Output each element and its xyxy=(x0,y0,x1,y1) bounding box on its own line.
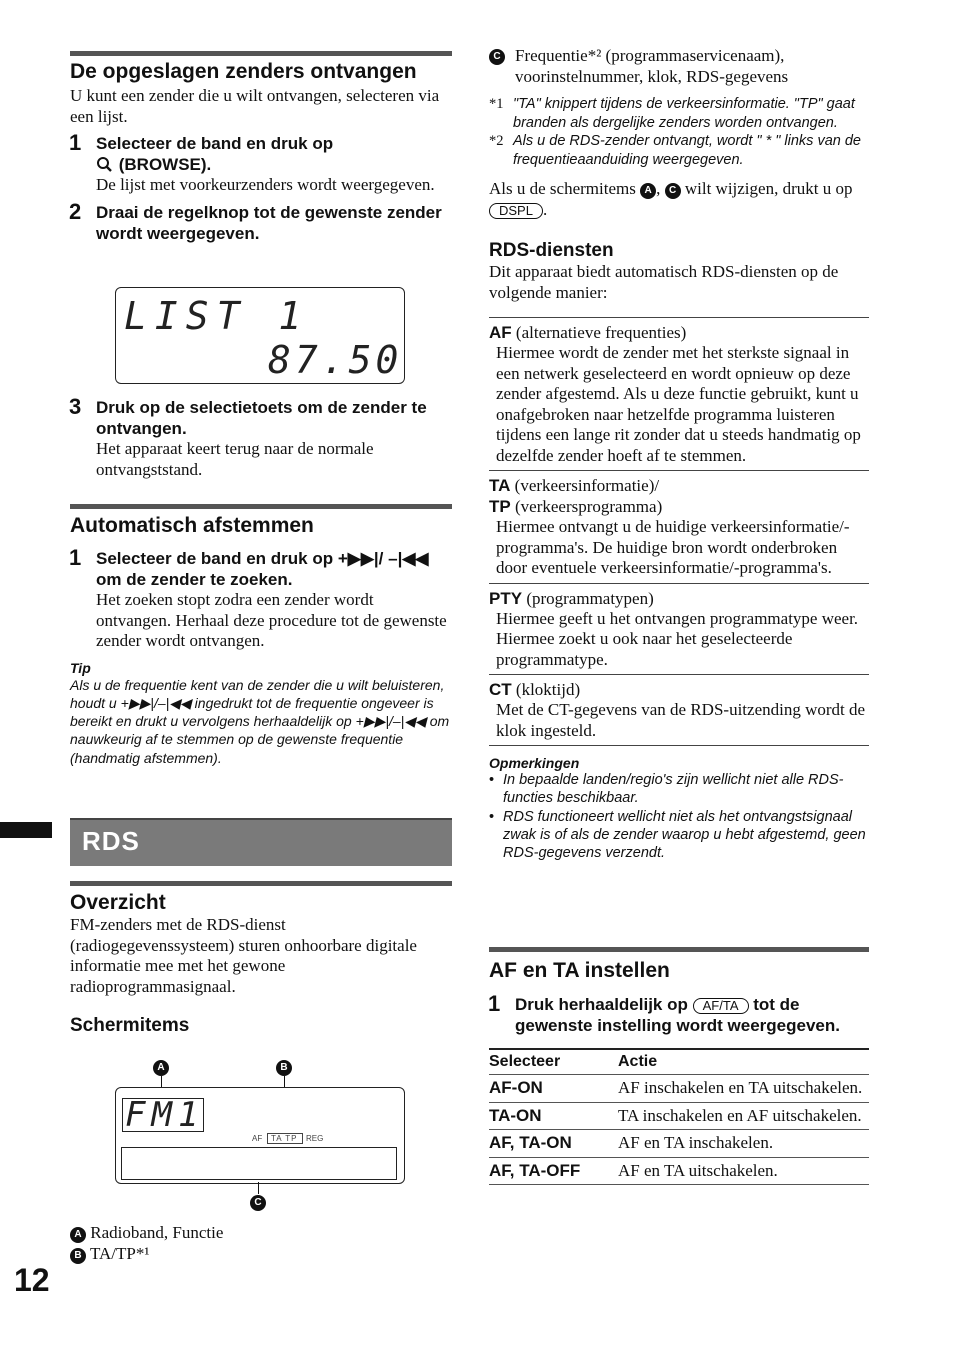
lcd-frequency: 87.50 xyxy=(268,338,403,382)
legend-marker-b: B xyxy=(70,1248,86,1264)
lcd-info-box xyxy=(121,1147,397,1180)
column-header-action: Actie xyxy=(618,1049,869,1075)
setting-action: AF en TA inschakelen. xyxy=(618,1130,869,1158)
service-code: TA xyxy=(489,476,511,495)
section-title-auto: Automatisch afstemmen xyxy=(70,514,314,537)
step-number: 3 xyxy=(69,394,82,419)
service-code: TP xyxy=(489,497,511,516)
note-2: • RDS functioneert wellicht niet als het ontvangstsignaal zwak is of als de zender waarop u hebt afgestemd, geen RDS-gegevens verzendt. xyxy=(489,808,866,862)
indicator-af: AF xyxy=(252,1134,263,1143)
legend-a: Radioband, Functie xyxy=(90,1223,224,1242)
legend-marker-c: C xyxy=(489,49,505,65)
service-item xyxy=(489,317,869,470)
indicator-reg: REG xyxy=(306,1134,324,1143)
step-body: De lijst met voorkeurzenders wordt weergegeven. xyxy=(96,175,435,194)
legend-marker-a: A xyxy=(70,1227,86,1243)
indicator-ta: TA xyxy=(271,1134,283,1143)
table-row xyxy=(489,1157,869,1185)
setting-name: TA-ON xyxy=(489,1102,618,1130)
service-code: AF xyxy=(489,323,512,342)
indicator-tp: TP xyxy=(285,1134,298,1143)
section-title-overview: Overzicht xyxy=(70,891,166,914)
step-number: 1 xyxy=(488,991,501,1016)
table-row xyxy=(489,1075,869,1103)
table-row xyxy=(489,1130,869,1158)
section-title-stored: De opgeslagen zenders ontvangen xyxy=(70,60,417,83)
service-item xyxy=(489,674,869,745)
dspl-key: DSPL xyxy=(489,203,543,219)
service-name: (kloktijd) xyxy=(515,680,581,699)
lcd-display-rds xyxy=(115,1087,405,1184)
notes-title: Opmerkingen xyxy=(489,755,580,771)
screen-legend xyxy=(70,1223,452,1264)
rds-banner-label: RDS xyxy=(82,826,140,856)
lcd-top-text: LIST 1 xyxy=(124,294,310,338)
overview-body: FM-zenders met de RDS-dienst (radiogegevenssysteem) sturen onhoorbare digitale informatie mee met het gewone radioprogrammasignaal. xyxy=(70,915,417,996)
legend-c: Frequentie*² (programmaservicenaam), voorinstelnummer, klok, RDS-gegevens xyxy=(515,46,789,86)
change-items-text: Als u de schermitems A , C wilt wijzigen, drukt u op DSPL . xyxy=(489,179,853,219)
service-item xyxy=(489,470,869,583)
search-icon xyxy=(96,157,114,172)
service-description: Hiermee wordt de zender met het sterkste signaal in een netwerk geselecteerd en wordt opnieuw op deze zender afgestemd. Als u deze functie gebruikt, kunt u onafgebroken naar hetzelfde programma luisteren tijdens een lange rit zonder dat u steeds handmatig op dezelfde zender hoeft af te stemmen. xyxy=(496,343,861,465)
setting-name: AF, TA-OFF xyxy=(489,1157,618,1185)
step-number: 1 xyxy=(69,545,82,570)
callout-c-line xyxy=(258,1182,259,1194)
browse-label: (BROWSE). xyxy=(118,155,212,174)
step-number: 2 xyxy=(69,198,82,224)
section-rule xyxy=(70,881,452,886)
service-name: (verkeersinformatie)/ xyxy=(514,476,660,495)
legend-b: TA/TP*¹ xyxy=(89,1243,150,1263)
table-row xyxy=(489,1102,869,1130)
af-ta-section xyxy=(489,947,869,1185)
service-description: Hiermee ontvangt u de huidige verkeersinformatie/-programma's. De huidige bron wordt onderbroken door eventuele verkeersinformatie/-programma's. xyxy=(496,517,850,577)
left-column-cont xyxy=(69,394,452,767)
setting-action: AF inschakelen en TA uitschakelen. xyxy=(618,1075,869,1103)
setting-action: TA inschakelen en AF uitschakelen. xyxy=(618,1102,869,1130)
right-column xyxy=(489,46,869,862)
rds-services-intro: Dit apparaat biedt automatisch RDS-diensten op de volgende manier: xyxy=(489,262,839,302)
setting-action: AF en TA uitschakelen. xyxy=(618,1157,869,1185)
tip-title: Tip xyxy=(70,659,91,676)
services-list xyxy=(489,317,869,746)
service-description: Hiermee geeft u het ontvangen programmatype weer. Hiermee zoekt u ook naar het geselecteerde programmatype. xyxy=(496,608,859,669)
service-description: Met de CT-gegevens van de RDS-uitzending wordt de klok ingesteld. xyxy=(496,700,866,740)
step-title: Selecteer de band en druk op +▶▶|/ –|◀◀ om de zender te zoeken. xyxy=(96,549,429,589)
tip-body: Als u de frequentie kent van de zender die u wilt beluisteren, houdt u +▶▶|/–|◀◀ ingedrukt tot de frequentie ongeveer is bereikt en drukt u vervolgens herhaaldelijk op +▶▶|/–|◀◀ om nauwkeurig af te stemmen op de gewenste frequentie (handmatig afstemmen). xyxy=(70,676,450,766)
setting-name: AF-ON xyxy=(489,1075,618,1103)
chapter-tab-marker xyxy=(0,822,52,838)
note-1: • In bepaalde landen/regio's zijn wellicht niet alle RDS-functies beschikbaar. xyxy=(489,772,844,807)
callout-c: C xyxy=(250,1195,266,1211)
page-number: 12 xyxy=(14,1262,50,1298)
footnote-1: *1 "TA" knippert tijdens de verkeersinformatie. "TP" gaat branden als dergelijke zenders worden ontvangen. xyxy=(489,96,855,131)
overview-section xyxy=(70,881,452,1037)
service-code: PTY xyxy=(489,588,523,608)
step-1-auto xyxy=(69,545,452,652)
lcd-band-text: FM1 xyxy=(125,1095,205,1135)
step-2 xyxy=(69,198,452,244)
section-intro: U kunt een zender die u wilt ontvangen, selecteren via een lijst. xyxy=(70,86,440,126)
step-3 xyxy=(69,394,452,480)
ref-a: A xyxy=(640,183,656,199)
section-rule xyxy=(70,504,452,509)
service-name: (programmatypen) xyxy=(526,588,654,608)
callout-a: A xyxy=(153,1060,169,1076)
section-rule xyxy=(70,51,452,56)
footnote-2: *2 Als u de RDS-zender ontvangt, wordt " * " links van de frequentieaanduiding weergegeven. xyxy=(489,133,861,168)
step-number: 1 xyxy=(69,130,82,155)
service-item xyxy=(489,583,869,675)
service-name: (verkeersprogramma) xyxy=(514,497,663,516)
lcd-display-list xyxy=(115,287,405,384)
settings-table xyxy=(489,1048,869,1185)
step-title: Druk op de selectietoets om de zender te ontvangen. xyxy=(96,398,427,438)
rds-banner xyxy=(70,818,452,866)
step-body: Het zoeken stopt zodra een zender wordt ontvangen. Herhaal deze procedure tot de gewenste zender wordt ontvangen. xyxy=(96,590,447,650)
service-code: CT xyxy=(489,680,512,699)
step-body: Het apparaat keert terug naar de normale ontvangststand. xyxy=(96,439,374,479)
service-name: (alternatieve frequenties) xyxy=(515,323,687,342)
af-ta-key: AF/TA xyxy=(693,998,749,1014)
step-title: Selecteer de band en druk op xyxy=(96,134,334,153)
af-ta-title: AF en TA instellen xyxy=(489,959,670,982)
lcd-band-box xyxy=(122,1095,205,1135)
subsection-title-screen: Schermitems xyxy=(70,1015,190,1036)
column-header-select: Selecteer xyxy=(489,1049,618,1075)
ref-c: C xyxy=(665,183,681,199)
callout-b: B xyxy=(276,1060,292,1076)
af-step-1: 1 Druk herhaaldelijk op AF/TA tot de gewenste instelling wordt weergegeven. xyxy=(488,991,840,1035)
rds-services-title: RDS-diensten xyxy=(489,240,614,261)
setting-name: AF, TA-ON xyxy=(489,1130,618,1158)
left-column xyxy=(70,0,452,244)
step-1 xyxy=(69,130,452,196)
step-title: Draai de regelknop tot de gewenste zender wordt weergegeven. xyxy=(96,202,442,243)
section-rule xyxy=(489,947,869,952)
